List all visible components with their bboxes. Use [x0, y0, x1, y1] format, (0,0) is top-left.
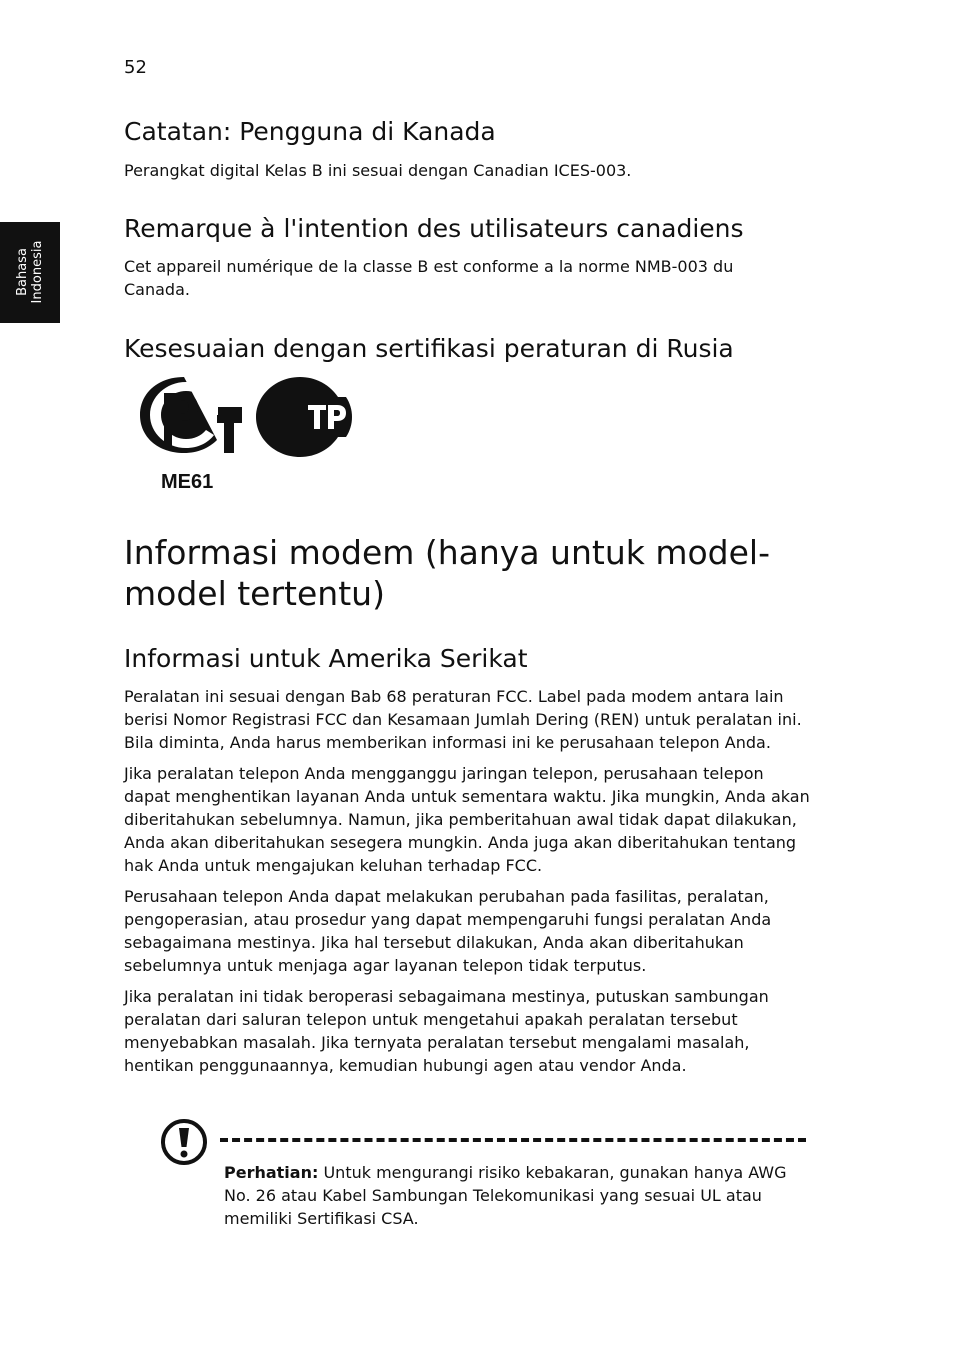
section-russia [124, 334, 824, 364]
paragraph: Jika peralatan telepon Anda mengganggu jaringan telepon, perusahaan telepon dapat menghentikan layanan Anda untuk sementara waktu. Jika mungkin, Anda akan diberitahukan sebelumnya. Namun, jika pemberitahuan awal tidak dapat dilakukan, Anda akan diberitahukan sesegera mungkin. Anda juga akan diberitahukan tentang hak Anda untuk mengajukan keluhan terhadap FCC. [124, 764, 810, 875]
paragraph: Jika peralatan ini tidak beroperasi sebagaimana mestinya, putuskan sambungan peralatan dari saluran telepon untuk mengetahui apakah peralatan tersebut menyebabkan masalah. Jika ternyata peralatan tersebut mengalami masalah, hentikan penggunaannya, kemudian hubungi agen atau vendor Anda. [124, 987, 769, 1075]
section-canada [124, 117, 824, 182]
paragraph: Peralatan ini sesuai dengan Bab 68 peraturan FCC. Label pada modem antara lain berisi Nomor Registrasi FCC dan Kesamaan Jumlah Dering (REN) untuk peralatan ini. Bila diminta, Anda harus memberikan informasi ini ke perusahaan telepon Anda. [124, 687, 802, 752]
caution-divider [220, 1138, 806, 1142]
section-heading: Informasi untuk Amerika Serikat [124, 644, 528, 673]
section-modem [124, 532, 844, 614]
section-us-info [124, 644, 814, 1077]
section-text: Perangkat digital Kelas B ini sesuai dengan Canadian ICES-003. [124, 161, 632, 180]
section-heading: Remarque à l'intention des utilisateurs canadiens [124, 214, 744, 243]
section-heading: Kesesuaian dengan sertifikasi peraturan di Rusia [124, 334, 734, 363]
caution-text: Untuk mengurangi risiko kebakaran, gunakan hanya AWG No. 26 atau Kabel Sambungan Telekomunikasi yang sesuai UL atau memiliki Sertifikasi CSA. [224, 1163, 787, 1228]
paragraph: Perusahaan telepon Anda dapat melakukan perubahan pada fasilitas, peralatan, pengoperasian, atau prosedur yang dapat mempengaruhi fungsi peralatan Anda sebagaimana mestinya. Jika hal tersebut dilakukan, Anda akan diberitahukan sebelumnya untuk menjaga agar layanan telepon tidak terputus. [124, 887, 772, 975]
caution-label: Perhatian: [224, 1163, 319, 1182]
pct-logo [140, 377, 242, 453]
chapter-title: Informasi modem (hanya untuk model-model tertentu) [124, 533, 770, 613]
section-text: Cet appareil numérique de la classe B est conforme a la norme NMB-003 du Canada. [124, 257, 734, 299]
section-heading: Catatan: Pengguna di Kanada [124, 117, 496, 146]
language-side-tab [0, 222, 60, 323]
caution-icon [160, 1118, 208, 1166]
language-side-tab-label: Bahasa Indonesia [15, 240, 45, 304]
certification-code: ME61 [161, 471, 214, 493]
section-canada-fr [124, 214, 824, 301]
caution-note [224, 1161, 804, 1230]
gost-tr-logo [256, 377, 352, 457]
page-number: 52 [124, 57, 147, 78]
